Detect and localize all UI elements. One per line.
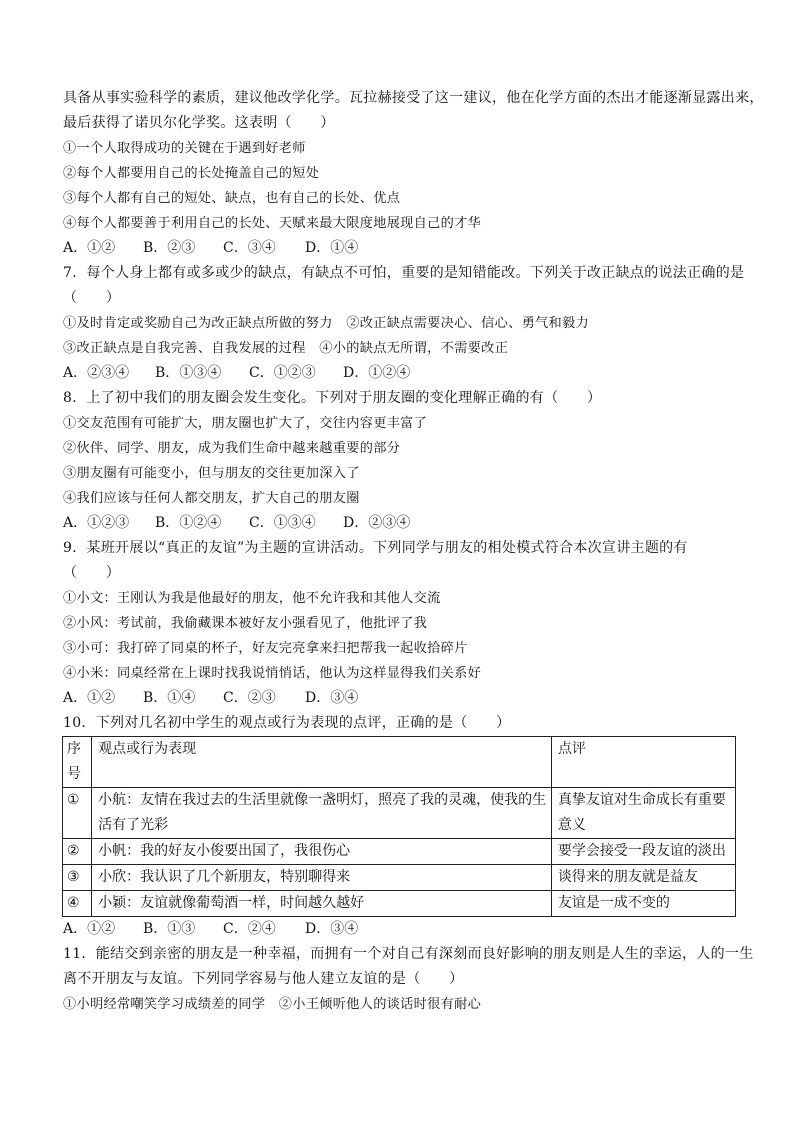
- table-header-row: [63, 737, 736, 788]
- row-view: 小帆：我的好友小俊要出国了，我很伤心: [92, 839, 552, 865]
- q9-statement-3: ③小可：我打碎了同桌的杯子，好友完亮拿来扫把帮我一起收拾碎片: [63, 641, 468, 656]
- q6-statement-3: ③每个人都有自己的短处、缺点，也有自己的长处、优点: [63, 191, 401, 206]
- q6-statement-2: ②每个人都要用自己的长处掩盖自己的短处: [63, 166, 320, 181]
- row-num: ④: [63, 891, 92, 917]
- row-view-line-2: 活有了光彩: [98, 817, 169, 833]
- q7-statements-34: ③改正缺点是自我完善、自我发展的过程 ④小的缺点无所谓，不需要改正: [63, 341, 509, 356]
- q6-option-c[interactable]: C．③④: [223, 240, 276, 256]
- q6-option-b[interactable]: B．②③: [143, 240, 196, 256]
- header-view: 观点或行为表现: [92, 737, 552, 788]
- q8-statement-4: ④我们应该与任何人都交朋友，扩大自己的朋友圈: [63, 491, 360, 506]
- q8-option-d[interactable]: D．②③④: [343, 515, 411, 531]
- row-comment: [551, 788, 735, 839]
- row-comment: 友谊是一成不变的: [551, 891, 735, 917]
- q9-statement-2: ②小风：考试前，我偷藏课本被好友小强看见了，他批评了我: [63, 616, 428, 631]
- q10-stem: 10．下列对几名初中学生的观点或行为表现的点评，正确的是（ ）: [63, 715, 511, 731]
- q8-options: [63, 511, 739, 536]
- q7-option-d[interactable]: D．①②④: [343, 365, 411, 381]
- q10-options: [63, 917, 739, 942]
- q7-option-a[interactable]: A．②③④: [63, 365, 130, 381]
- q8-option-a[interactable]: A．①②③: [63, 515, 130, 531]
- q10-option-c[interactable]: C．②④: [223, 921, 276, 937]
- q7-option-b[interactable]: B．①③④: [155, 365, 222, 381]
- q8-statement-1: ①交友范围有可能扩大，朋友圈也扩大了，交往内容更丰富了: [63, 416, 428, 431]
- row-comment-line-1: 真挚友谊对生命成长有重要: [557, 792, 726, 808]
- q10-option-b[interactable]: B．①③: [143, 921, 196, 937]
- row-num: ③: [63, 865, 92, 891]
- row-comment-line-2: 意义: [557, 817, 586, 833]
- row-comment: 要学会接受一段友谊的淡出: [551, 839, 735, 865]
- q9-stem-1: 9．某班开展以“真正的友谊”为主题的宣讲活动。下列同学与朋友的相处模式符合本次宣讲主题的有: [63, 540, 688, 556]
- q6-statement-4: ④每个人都要善于利用自己的长处、天赋来最大限度地展现自己的才华: [63, 216, 482, 231]
- q7-option-c[interactable]: C．①②③: [249, 365, 316, 381]
- row-view-line-1: 小航：友情在我过去的生活里就像一盏明灯，照亮了我的灵魂，使我的生: [98, 792, 547, 808]
- intro-line-2: 最后获得了诺贝尔化学奖。这表明（ ）: [63, 115, 335, 131]
- q7-stem-1: 7．每个人身上都有或多或少的缺点，有缺点不可怕，重要的是知错能改。下列关于改正缺点的说法正确的是: [63, 265, 745, 281]
- header-num: [63, 737, 92, 788]
- table-row: [63, 788, 736, 839]
- q10-review-table: [62, 736, 736, 917]
- row-view: 小颖：友谊就像葡萄酒一样，时间越久越好: [92, 891, 552, 917]
- row-view: 小欣：我认识了几个新朋友，特别聊得来: [92, 865, 552, 891]
- q10-option-a[interactable]: A．①②: [63, 921, 116, 937]
- table-row: [63, 839, 736, 865]
- table-row: [63, 891, 736, 917]
- q8-stem: 8．上了初中我们的朋友圈会发生变化。下列对于朋友圈的变化理解正确的有（ ）: [63, 390, 602, 406]
- q11-stem-1: 11．能结交到亲密的朋友是一种幸福，而拥有一个对自己有深刻而良好影响的朋友则是人生的幸运，人的一生: [63, 946, 754, 962]
- exam-page: [63, 86, 764, 1017]
- q9-stem-2: （ ）: [63, 565, 121, 581]
- q8-option-c[interactable]: C．①③④: [249, 515, 316, 531]
- header-num-text: 序号: [67, 741, 81, 782]
- row-view: [92, 788, 552, 839]
- q9-option-d[interactable]: D．③④: [305, 690, 359, 706]
- row-comment: 谈得来的朋友就是益友: [551, 865, 735, 891]
- q9-statement-4: ④小米：同桌经常在上课时找我说悄悄话，他认为这样显得我们关系好: [63, 666, 482, 681]
- q9-option-c[interactable]: C．②③: [223, 690, 276, 706]
- table-row: [63, 865, 736, 891]
- q9-statement-1: ①小文：王刚认为我是他最好的朋友，他不允许我和其他人交流: [63, 591, 441, 606]
- q7-stem-2: （ ）: [63, 290, 121, 306]
- q11-stem-2: 离不开朋友与友谊。下列同学容易与他人建立友谊的是（ ）: [63, 971, 464, 987]
- q11-statements-12: ①小明经常嘲笑学习成绩差的同学 ②小王倾听他人的谈话时很有耐心: [63, 997, 482, 1012]
- intro-line-1: 具备从事实验科学的素质，建议他改学化学。瓦拉赫接受了这一建议，他在化学方面的杰出才能逐渐显露出来，: [63, 90, 764, 106]
- q9-options: [63, 686, 739, 711]
- q8-statement-2: ②伙伴、同学、朋友，成为我们生命中越来越重要的部分: [63, 441, 401, 456]
- q8-statement-3: ③朋友圈有可能变小，但与朋友的交往更加深入了: [63, 466, 360, 481]
- q6-statement-1: ①一个人取得成功的关键在于遇到好老师: [63, 141, 306, 156]
- row-num: ①: [63, 788, 92, 839]
- q7-options: [63, 361, 739, 386]
- q8-option-b[interactable]: B．①②④: [155, 515, 222, 531]
- q7-statements-12: ①及时肯定或奖励自己为改正缺点所做的努力 ②改正缺点需要决心、信心、勇气和毅力: [63, 316, 590, 331]
- q6-option-a[interactable]: A．①②: [63, 240, 116, 256]
- header-comment: 点评: [551, 737, 735, 788]
- q6-options: [63, 236, 739, 261]
- q6-option-d[interactable]: D．①④: [305, 240, 359, 256]
- q9-option-a[interactable]: A．①②: [63, 690, 116, 706]
- row-num: ②: [63, 839, 92, 865]
- q9-option-b[interactable]: B．①④: [143, 690, 196, 706]
- q10-option-d[interactable]: D．③④: [305, 921, 359, 937]
